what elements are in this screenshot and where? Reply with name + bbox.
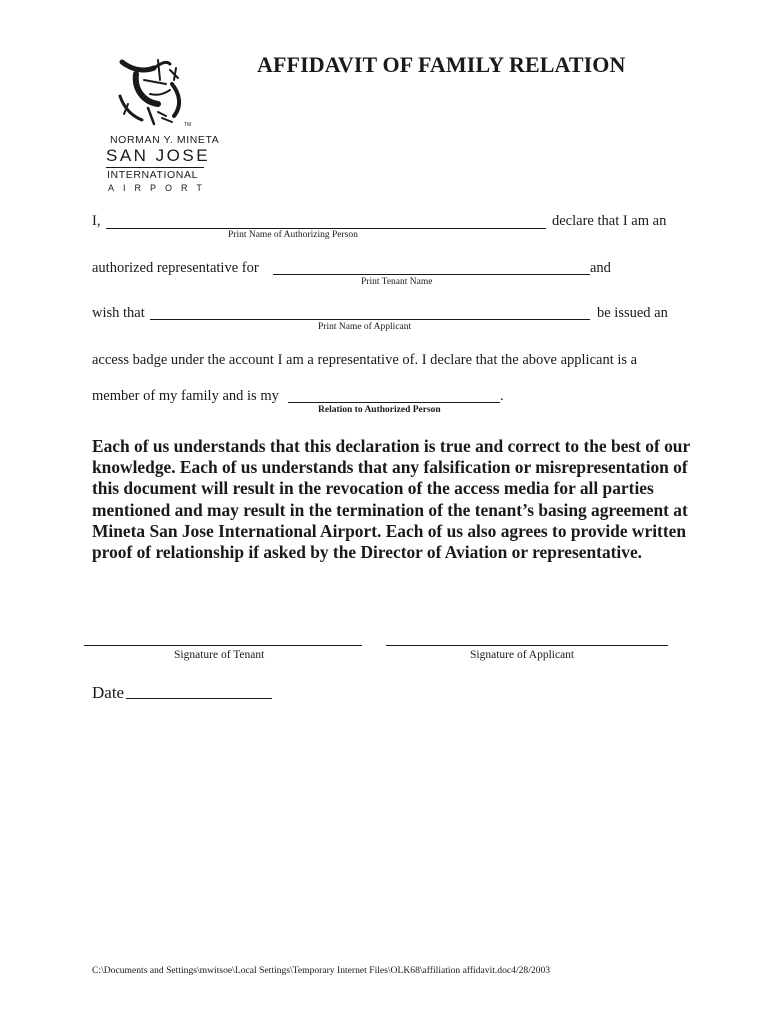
logo-divider [106, 167, 204, 168]
row1-suffix: declare that I am an [552, 213, 667, 229]
applicant-signature-field[interactable] [386, 645, 668, 646]
declaration-paragraph: Each of us understands that this declaration is true and correct to the best of our knowledge. Each of us understands that any falsification or misrepresentation of this document will result in the revocation of the access media for all parties mentioned and may result in the termination of the tenant’s basing agreement at Mineta San Jose International Airport. Each of us also agrees to provide written proof of relationship if asked by the Director of Aviation or representative. [92, 436, 690, 563]
row3-prefix: wish that [92, 305, 145, 321]
access-badge-statement: access badge under the account I am a representative of. I declare that the above applicant is a [92, 352, 638, 368]
date-field[interactable] [126, 698, 272, 699]
logo-text-airport: AIRPORT [108, 183, 211, 193]
logo-text-san-jose: SAN JOSE [106, 146, 211, 165]
airport-logo [100, 50, 220, 195]
row2-prefix: authorized representative for [92, 260, 259, 276]
applicant-name-field[interactable] [150, 319, 590, 320]
row5-suffix: . [500, 388, 504, 404]
logo-text-norman-mineta: NORMAN Y. MINETA [110, 134, 220, 146]
authorizing-person-name-field[interactable] [106, 228, 546, 229]
relation-caption: Relation to Authorized Person [318, 405, 441, 415]
date-label: Date [92, 683, 125, 702]
tenant-name-field[interactable] [273, 274, 590, 275]
globe-logo-icon [114, 50, 192, 130]
file-path-footer: C:\Documents and Settings\mwitsoe\Local Settings\Temporary Internet Files\OLK68\affiliation affidavit.doc4/28/2003 [92, 965, 551, 976]
row5-prefix: member of my family and is my [92, 388, 279, 404]
applicant-name-caption: Print Name of Applicant [318, 322, 412, 332]
tenant-name-caption: Print Tenant Name [361, 277, 433, 287]
relation-field[interactable] [288, 402, 500, 403]
tenant-signature-caption: Signature of Tenant [174, 649, 265, 661]
svg-text:TM: TM [184, 122, 192, 128]
row2-suffix: and [590, 260, 611, 276]
document-title: AFFIDAVIT OF FAMILY RELATION [257, 52, 626, 77]
authorizing-person-caption: Print Name of Authorizing Person [228, 230, 358, 240]
logo-text-international: INTERNATIONAL [107, 169, 199, 181]
applicant-signature-caption: Signature of Applicant [470, 649, 575, 661]
tenant-signature-field[interactable] [84, 645, 362, 646]
row3-suffix: be issued an [597, 305, 668, 321]
row1-prefix: I, [92, 213, 101, 229]
